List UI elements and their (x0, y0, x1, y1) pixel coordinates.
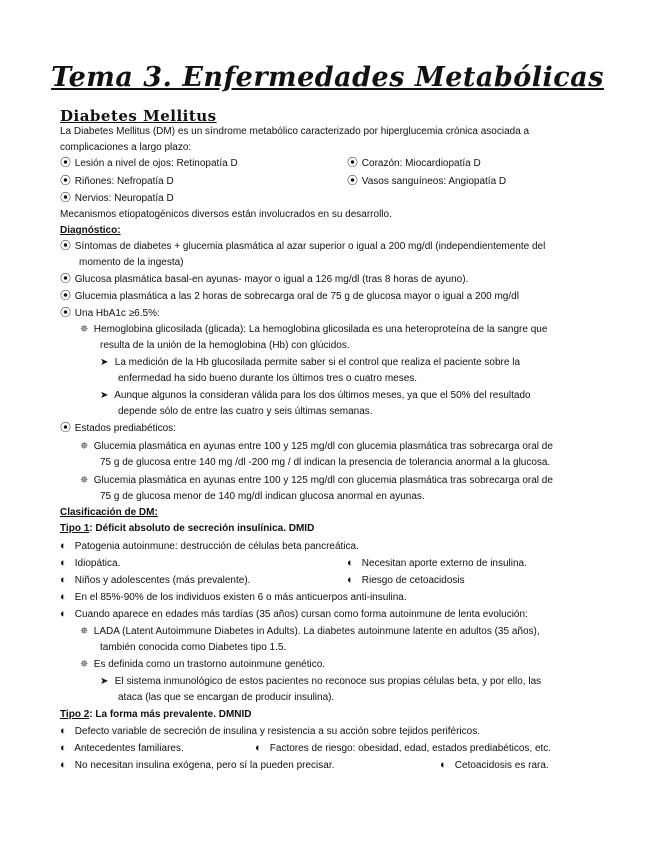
bullet-icon: ◐ (347, 557, 354, 569)
bullet-icon: ⦿ (60, 175, 71, 187)
sub-list-item-continuation: también conocida como Diabetes tipo 1.5. (100, 642, 287, 653)
sub-list-item: ✵ Hemoglobina glicosilada (glicada): La hemoglobina glicosilada es una heteroproteína de la sangre que (80, 324, 548, 335)
sub-sub-list-item-continuation: enfermedad ha sido bueno durante los últimos tres o cuatro meses. (118, 373, 418, 384)
sub-sub-list-item-continuation: depende sólo de entre las cuatro y seis últimas semanas. (118, 406, 373, 417)
sub-list-item: ✵ Glucemia plasmática en ayunas entre 100 y 125 mg/dl con glucemia plasmática tras sobrecarga oral de (80, 475, 553, 486)
sub-list-item-continuation: 75 g de glucosa menor de 140 mg/dl indican glucosa anormal en ayunas. (100, 491, 425, 502)
classification-heading: Clasificación de DM: (60, 507, 158, 518)
mechanisms-text: Mecanismos etiopatogénicos diversos están involucrados en su desarrollo. (60, 209, 392, 220)
diagnosis-heading: Diagnóstico: (60, 225, 121, 236)
list-item: ◐ Riesgo de cetoacidosis (347, 574, 465, 586)
sub-sub-list-item: ➤ El sistema inmunológico de estos pacientes no reconoce sus propias células beta, y por ello, las (100, 676, 542, 687)
bullet-icon: ◐ (60, 540, 67, 552)
list-item: ◐ No necesitan insulina exógena, pero sí la pueden precisar. (60, 759, 335, 771)
asterisk-bullet-icon: ✵ (80, 441, 89, 452)
list-item: ◐ Defecto variable de secreción de insulina y resistencia a su acción sobre tejidos periféricos. (60, 725, 480, 737)
list-item: ⦿ Estados prediabéticos: (60, 422, 176, 434)
list-item: ◐ En el 85%-90% de los individuos existen 6 o más anticuerpos anti-insulina. (60, 591, 407, 603)
list-item: ◐ Antecedentes familiares. (60, 742, 184, 754)
list-item: ⦿ Riñones: Nefropatía D (60, 175, 174, 187)
sub-sub-list-item: ➤ La medición de la Hb glucosilada permite saber si el control que realiza el paciente sobre la (100, 357, 521, 368)
asterisk-bullet-icon: ✵ (80, 626, 89, 637)
list-item: ⦿ Síntomas de diabetes + glucemia plasmática al azar superior o igual a 200 mg/dl (independientemente del (60, 240, 546, 252)
bullet-icon: ⦿ (60, 192, 71, 204)
bullet-icon: ⦿ (60, 422, 71, 434)
list-item: ⦿ Glucosa plasmática basal-en ayunas- mayor o igual a 126 mg/dl (tras 8 horas de ayuno). (60, 273, 469, 285)
section-heading: Diabetes Mellitus (60, 107, 217, 125)
sub-list-item-continuation: 75 g de glucosa entre 140 mg /dl -200 mg / dl indican la presencia de tolerancia anormal a la glucosa. (100, 457, 551, 468)
bullet-icon: ⦿ (347, 157, 358, 169)
list-item: ⦿ Vasos sanguíneos: Angiopatía D (347, 175, 507, 187)
list-item: ⦿ Corazón: Miocardiopatía D (347, 157, 481, 169)
intro-line-1: La Diabetes Mellitus (DM) es un síndrome metabólico caracterizado por hiperglucemia crónica asociada a (60, 126, 530, 137)
bullet-icon: ⦿ (60, 157, 71, 169)
list-item-continuation: momento de la ingesta) (79, 257, 184, 268)
sub-sub-list-item-continuation: ataca (las que se encargan de producir insulina). (118, 692, 335, 703)
list-item: ◐ Cetoacidosis es rara. (440, 759, 549, 771)
bullet-icon: ◐ (60, 742, 67, 754)
asterisk-bullet-icon: ✵ (80, 324, 89, 335)
bullet-icon: ◐ (60, 725, 67, 737)
arrow-bullet-icon: ➤ (100, 357, 109, 368)
list-item: ⦿ Una HbA1c ≥6.5%: (60, 307, 160, 319)
bullet-icon: ⦿ (60, 240, 71, 252)
list-item: ◐ Factores de riesgo: obesidad, edad, estados prediabéticos, etc. (255, 742, 552, 754)
type1-heading: Tipo 1: Déficit absoluto de secreción insulínica. DMID (60, 523, 315, 534)
arrow-bullet-icon: ➤ (100, 390, 109, 401)
asterisk-bullet-icon: ✵ (80, 659, 89, 670)
page-title: Tema 3. Enfermedades Metabólicas (51, 62, 604, 93)
bullet-icon: ⦿ (60, 307, 71, 319)
list-item: ◐ Necesitan aporte externo de insulina. (347, 557, 527, 569)
sub-list-item: ✵ LADA (Latent Autoimmune Diabetes in Adults). La diabetes autoinmune latente en adultos (35 años), (80, 626, 540, 637)
list-item: ◐ Niños y adolescentes (más prevalente). (60, 574, 251, 586)
list-item: ⦿ Nervios: Neuropatía D (60, 192, 174, 204)
arrow-bullet-icon: ➤ (100, 676, 109, 687)
sub-sub-list-item: ➤ Aunque algunos la consideran válida para los dos últimos meses, ya que el 50% del resultado (100, 390, 531, 401)
bullet-icon: ⦿ (60, 290, 71, 302)
type2-heading: Tipo 2: La forma más prevalente. DMNID (60, 709, 252, 720)
bullet-icon: ◐ (60, 608, 67, 620)
bullet-icon: ◐ (60, 557, 67, 569)
list-item: ⦿ Glucemia plasmática a las 2 horas de sobrecarga oral de 75 g de glucosa mayor o igual a 200 mg/dl (60, 290, 519, 302)
bullet-icon: ◐ (60, 574, 67, 586)
list-item: ◐ Cuando aparece en edades más tardías (35 años) cursan como forma autoinmune de lenta evolución: (60, 608, 528, 620)
bullet-icon: ◐ (440, 759, 447, 771)
sub-list-item-continuation: resulta de la unión de la hemoglobina (Hb) con glúcidos. (100, 340, 350, 351)
intro-line-2: complicaciones a largo plazo: (60, 142, 192, 153)
bullet-icon: ⦿ (347, 175, 358, 187)
bullet-icon: ◐ (60, 759, 67, 771)
bullet-icon: ◐ (255, 742, 262, 754)
list-item: ◐ Idiopática. (60, 557, 121, 569)
asterisk-bullet-icon: ✵ (80, 475, 89, 486)
sub-list-item: ✵ Es definida como un trastorno autoinmune genético. (80, 659, 326, 670)
bullet-icon: ◐ (60, 591, 67, 603)
bullet-icon: ⦿ (60, 273, 71, 285)
list-item: ◐ Patogenia autoinmune: destrucción de células beta pancreática. (60, 540, 359, 552)
bullet-icon: ◐ (347, 574, 354, 586)
sub-list-item: ✵ Glucemia plasmática en ayunas entre 100 y 125 mg/dl con glucemia plasmática tras sobrecarga oral de (80, 441, 553, 452)
list-item: ⦿ Lesión a nivel de ojos: Retinopatía D (60, 157, 238, 169)
